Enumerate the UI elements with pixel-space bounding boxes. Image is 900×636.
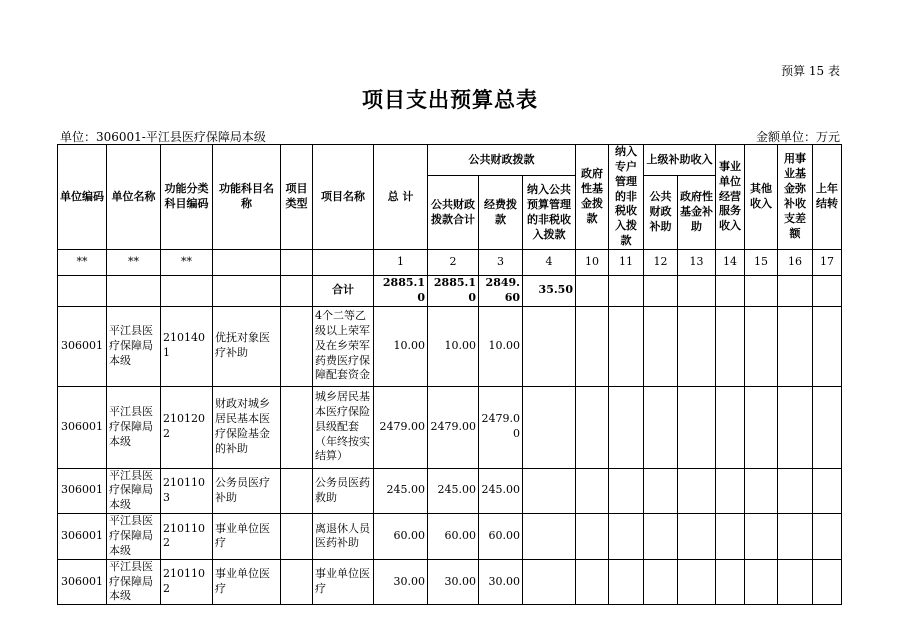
table-cell xyxy=(576,514,609,560)
unit-name-cell: 平江县医疗保障局本级 xyxy=(107,514,161,560)
project-name-cell: 城乡居民基本医疗保险县级配套（年终按实结算） xyxy=(313,386,374,468)
project-name-cell: 离退休人员医药补助 xyxy=(313,514,374,560)
func-code-cell: 2101401 xyxy=(161,306,213,386)
index-cell: 14 xyxy=(716,249,745,275)
table-cell xyxy=(576,306,609,386)
table-cell xyxy=(644,306,678,386)
table-cell xyxy=(576,275,609,306)
table-cell xyxy=(609,559,644,605)
table-cell xyxy=(813,468,842,514)
page-title: 项目支出预算总表 xyxy=(362,87,538,112)
money-unit-label: 金额单位：万元 xyxy=(755,130,840,144)
public-finance-cell: 245.00 xyxy=(428,468,479,514)
table-cell xyxy=(716,514,745,560)
table-cell xyxy=(778,468,813,514)
header-superior-public-finance: 公共财政补助 xyxy=(644,176,678,249)
project-type-cell xyxy=(281,559,313,605)
table-cell xyxy=(716,468,745,514)
header-other-income: 其他收入 xyxy=(745,145,778,250)
index-cell xyxy=(313,249,374,275)
index-cell: ** xyxy=(58,249,107,275)
header-superior-gov-fund: 政府性基金补助 xyxy=(678,176,716,249)
index-cell: 16 xyxy=(778,249,813,275)
total-cell: 2479.00 xyxy=(374,386,428,468)
funding-allocation-cell: 30.00 xyxy=(479,559,523,605)
index-cell: 10 xyxy=(576,249,609,275)
table-cell xyxy=(644,468,678,514)
func-code-cell: 2101103 xyxy=(161,468,213,514)
table-cell xyxy=(609,514,644,560)
project-type-cell xyxy=(281,306,313,386)
index-cell: 3 xyxy=(479,249,523,275)
table-cell xyxy=(58,275,107,306)
header-superior-subsidy-group: 上级补助收入 xyxy=(644,145,716,176)
func-code-cell: 2101202 xyxy=(161,386,213,468)
project-name-cell: 公务员医药救助 xyxy=(313,468,374,514)
table-cell xyxy=(576,468,609,514)
table-cell xyxy=(716,386,745,468)
table-cell xyxy=(778,559,813,605)
table-cell xyxy=(609,306,644,386)
header-fund-offset: 用事业基金弥补收支差额 xyxy=(778,145,813,250)
public-finance-cell: 2479.00 xyxy=(428,386,479,468)
header-business-income: 事业单位经营服务收入 xyxy=(716,145,745,250)
funding-allocation-cell: 10.00 xyxy=(479,306,523,386)
index-cell xyxy=(213,249,281,275)
table-cell xyxy=(678,275,716,306)
table-cell xyxy=(523,306,576,386)
func-code-cell: 2101102 xyxy=(161,559,213,605)
func-code-cell: 2101102 xyxy=(161,514,213,560)
table-cell xyxy=(609,275,644,306)
table-cell xyxy=(523,386,576,468)
table-cell xyxy=(678,468,716,514)
table-cell xyxy=(644,559,678,605)
project-expenditure-table xyxy=(57,144,842,605)
unit-name-cell: 平江县医疗保障局本级 xyxy=(107,386,161,468)
table-cell xyxy=(281,275,313,306)
index-row xyxy=(58,249,842,275)
project-name-cell: 事业单位医疗 xyxy=(313,559,374,605)
table-cell xyxy=(213,275,281,306)
table-row xyxy=(58,468,842,514)
unit-name-cell: 平江县医疗保障局本级 xyxy=(107,468,161,514)
total-public-finance: 2885.10 xyxy=(428,275,479,306)
total-cell: 245.00 xyxy=(374,468,428,514)
table-cell xyxy=(523,468,576,514)
header-func-class-code: 功能分类科目编码 xyxy=(161,145,213,250)
table-row xyxy=(58,559,842,605)
table-cell xyxy=(609,386,644,468)
table-cell xyxy=(813,306,842,386)
table-cell xyxy=(576,386,609,468)
table-row xyxy=(58,514,842,560)
header-unit-name: 单位名称 xyxy=(107,145,161,250)
unit-label: 单位：306001-平江县医疗保障局本级 xyxy=(60,130,266,144)
table-cell xyxy=(813,386,842,468)
func-name-cell: 事业单位医疗 xyxy=(213,514,281,560)
unit-name-cell: 平江县医疗保障局本级 xyxy=(107,559,161,605)
project-type-cell xyxy=(281,386,313,468)
table-cell xyxy=(523,514,576,560)
table-cell xyxy=(813,514,842,560)
header-public-finance-total: 公共财政拨款合计 xyxy=(428,176,479,249)
table-cell xyxy=(745,559,778,605)
header-func-subject-name: 功能科目名称 xyxy=(213,145,281,250)
table-row xyxy=(58,386,842,468)
table-cell xyxy=(745,306,778,386)
unit-name-cell: 平江县医疗保障局本级 xyxy=(107,306,161,386)
table-cell xyxy=(523,559,576,605)
unit-code-cell: 306001 xyxy=(58,386,107,468)
table-cell xyxy=(644,275,678,306)
header-unit-code: 单位编码 xyxy=(58,145,107,250)
index-cell: ** xyxy=(107,249,161,275)
table-cell xyxy=(745,468,778,514)
table-cell xyxy=(107,275,161,306)
project-type-cell xyxy=(281,468,313,514)
table-cell xyxy=(813,559,842,605)
funding-allocation-cell: 2479.00 xyxy=(479,386,523,468)
unit-code-cell: 306001 xyxy=(58,559,107,605)
table-cell xyxy=(716,306,745,386)
table-cell xyxy=(678,386,716,468)
table-cell xyxy=(716,275,745,306)
table-cell xyxy=(745,275,778,306)
public-finance-cell: 30.00 xyxy=(428,559,479,605)
unit-code-cell: 306001 xyxy=(58,468,107,514)
table-cell xyxy=(678,559,716,605)
index-cell: 17 xyxy=(813,249,842,275)
project-type-cell xyxy=(281,514,313,560)
funding-allocation-cell: 60.00 xyxy=(479,514,523,560)
index-cell: 13 xyxy=(678,249,716,275)
header-carryover: 上年结转 xyxy=(813,145,842,250)
table-cell xyxy=(678,514,716,560)
index-cell xyxy=(281,249,313,275)
func-name-cell: 公务员医疗补助 xyxy=(213,468,281,514)
index-cell: 1 xyxy=(374,249,428,275)
index-cell: 4 xyxy=(523,249,576,275)
table-cell xyxy=(745,386,778,468)
total-label: 合计 xyxy=(313,275,374,306)
total-cell: 60.00 xyxy=(374,514,428,560)
header-gov-fund: 政府性基金拨款 xyxy=(576,145,609,250)
total-sum: 2885.10 xyxy=(374,275,428,306)
table-cell xyxy=(576,559,609,605)
total-row xyxy=(58,275,842,306)
table-cell xyxy=(778,306,813,386)
form-number: 预算 15 表 xyxy=(781,64,840,78)
index-cell: 11 xyxy=(609,249,644,275)
unit-code-cell: 306001 xyxy=(58,514,107,560)
index-cell: 2 xyxy=(428,249,479,275)
table-cell xyxy=(609,468,644,514)
table-cell xyxy=(716,559,745,605)
table-cell xyxy=(813,275,842,306)
func-name-cell: 财政对城乡居民基本医疗保险基金的补助 xyxy=(213,386,281,468)
unit-code-cell: 306001 xyxy=(58,306,107,386)
table-cell xyxy=(678,306,716,386)
total-funding-allocation: 2849.60 xyxy=(479,275,523,306)
total-cell: 30.00 xyxy=(374,559,428,605)
table-row xyxy=(58,306,842,386)
total-nontax-income: 35.50 xyxy=(523,275,576,306)
func-name-cell: 事业单位医疗 xyxy=(213,559,281,605)
header-project-type: 项目类型 xyxy=(281,145,313,250)
total-cell: 10.00 xyxy=(374,306,428,386)
public-finance-cell: 60.00 xyxy=(428,514,479,560)
header-total: 总 计 xyxy=(374,145,428,250)
header-row-1 xyxy=(58,145,842,176)
table-cell xyxy=(644,386,678,468)
header-project-name: 项目名称 xyxy=(313,145,374,250)
index-cell: 12 xyxy=(644,249,678,275)
project-name-cell: 4个二等乙级以上荣军及在乡荣军药费医疗保障配套资金 xyxy=(313,306,374,386)
public-finance-cell: 10.00 xyxy=(428,306,479,386)
table-cell xyxy=(778,386,813,468)
header-nontax-income: 纳入公共预算管理的非税收入拨款 xyxy=(523,176,576,249)
header-special-nontax: 纳入专户管理的非税收入拨款 xyxy=(609,145,644,250)
header-funding-allocation: 经费拨款 xyxy=(479,176,523,249)
func-name-cell: 优抚对象医疗补助 xyxy=(213,306,281,386)
header-public-finance-group: 公共财政拨款 xyxy=(428,145,576,176)
table-cell xyxy=(745,514,778,560)
table-cell xyxy=(161,275,213,306)
table-cell xyxy=(778,275,813,306)
table-cell xyxy=(644,514,678,560)
index-cell: 15 xyxy=(745,249,778,275)
index-cell: ** xyxy=(161,249,213,275)
table-cell xyxy=(778,514,813,560)
funding-allocation-cell: 245.00 xyxy=(479,468,523,514)
